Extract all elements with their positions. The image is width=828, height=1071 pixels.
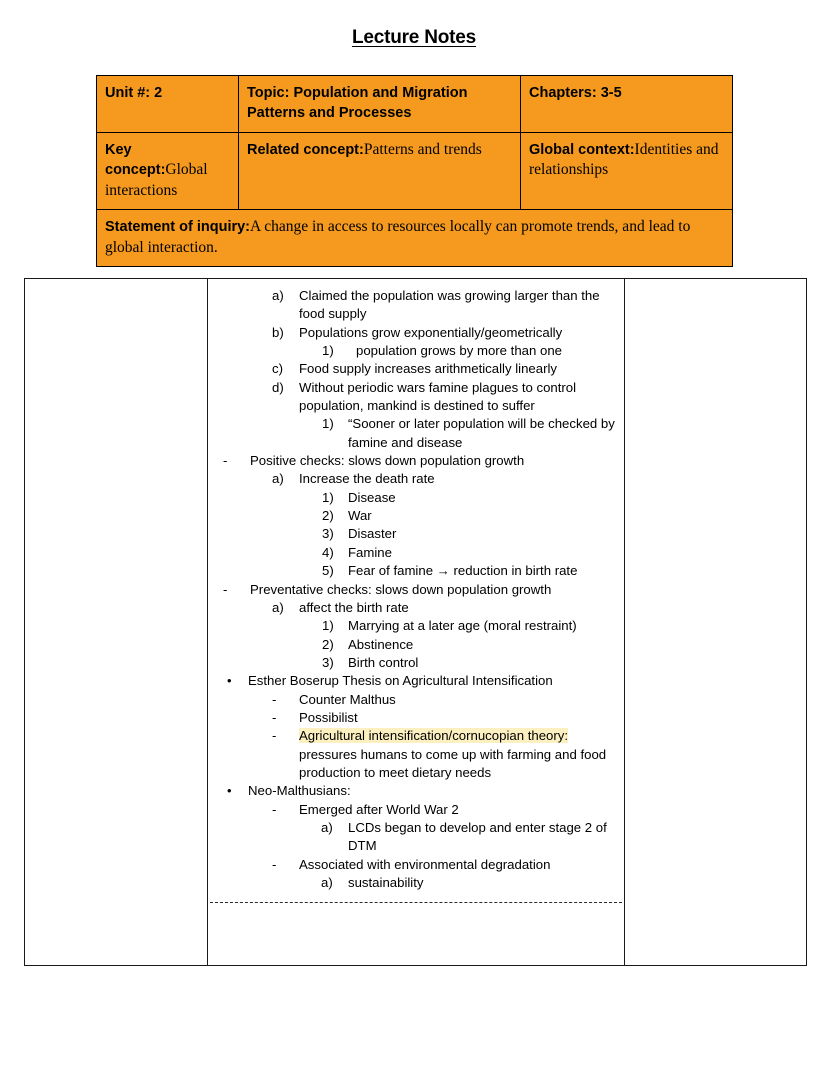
outline-item-text: Increase the death rate (299, 471, 435, 487)
outline-item-text: Populations grow exponentially/geometrically (299, 324, 563, 340)
topic-label: Topic: Population and Migration Patterns and Processes (247, 85, 468, 122)
outline-item-marker: 2) (322, 636, 334, 652)
outline-item-text: Fear of famine → reduction in birth rate (348, 563, 578, 579)
outline-item-marker: - (272, 709, 277, 725)
outline-item-text: Positive checks: slows down population growth (250, 453, 525, 469)
outline-item-marker: d) (272, 379, 284, 395)
outline-item-text: Abstinence (348, 636, 414, 652)
outline-item-text: War (348, 508, 372, 524)
outline-list (208, 279, 624, 896)
cell-chapters (521, 76, 733, 133)
outline-item (210, 617, 622, 635)
outline-item-text: Emerged after World War 2 (299, 801, 459, 817)
cell-topic (239, 76, 521, 133)
outline-item-text: Food supply increases arithmetically linearly (299, 361, 557, 377)
notes-left-column (25, 279, 208, 966)
statement-of-inquiry-label: Statement of inquiry: (105, 219, 251, 236)
outline-item (210, 819, 622, 856)
outline-item (210, 507, 622, 525)
related-concept-value: Patterns and trends (363, 140, 482, 158)
notes-main-column (208, 279, 625, 966)
outline-item (210, 452, 622, 470)
outline-item-marker: - (272, 728, 277, 744)
outline-item-marker: 2) (322, 508, 334, 524)
outline-item (210, 874, 622, 892)
outline-item (210, 324, 622, 342)
outline-item (210, 727, 622, 782)
cell-unit-number (97, 76, 239, 133)
key-concept-value: Global interactions (105, 161, 208, 199)
notes-table-row (25, 279, 807, 966)
outline-item-text: Famine (348, 544, 392, 560)
outline-item (210, 599, 622, 617)
unit-number-label: Unit #: 2 (105, 85, 163, 101)
outline-item-marker: - (272, 801, 277, 817)
outline-item-text: Associated with environmental degradation (299, 856, 551, 872)
outline-item-marker: a) (272, 599, 284, 615)
outline-item-text: sustainability (348, 875, 424, 890)
outline-item-text: Counter Malthus (299, 691, 396, 707)
outline-item-text: affect the birth rate (299, 599, 409, 615)
outline-item (210, 379, 622, 416)
section-separator-rule (210, 902, 622, 903)
outline-item-marker: 5) (322, 563, 334, 579)
table-row-statement (97, 210, 733, 267)
table-row-concepts (97, 132, 733, 209)
outline-item (210, 415, 622, 452)
outline-item-marker: c) (272, 361, 283, 377)
outline-item-marker: 3) (322, 526, 334, 542)
outline-item-text: Disaster (348, 526, 397, 542)
outline-item-marker: • (227, 783, 232, 799)
notes-right-content (625, 279, 806, 291)
outline-item-marker: 1) (322, 489, 334, 505)
outline-item (210, 360, 622, 378)
outline-item (210, 856, 622, 874)
outline-item (210, 562, 622, 580)
global-context-label: Global context: (529, 141, 635, 158)
outline-item-marker: 1) (322, 343, 334, 359)
outline-item-marker: 3) (322, 654, 334, 670)
outline-item-marker: 1) (322, 416, 334, 432)
outline-item-marker: • (227, 673, 232, 689)
cell-statement-of-inquiry (97, 210, 733, 267)
outline-item-text: Esther Boserup Thesis on Agricultural Intensification (248, 673, 553, 689)
outline-item (210, 581, 622, 599)
outline-item (210, 287, 622, 324)
outline-item-marker: 1) (322, 618, 334, 634)
outline-item-text: Possibilist (299, 709, 358, 725)
notes-right-column (625, 279, 807, 966)
outline-item-text: Birth control (348, 654, 419, 670)
outline-item-marker: - (223, 453, 228, 469)
outline-item-marker: 4) (322, 544, 334, 560)
outline-item (210, 709, 622, 727)
outline-item (210, 525, 622, 543)
statement-of-inquiry-value: A change in access to resources locally can promote trends, and lead to global interaction. (105, 218, 691, 256)
outline-item-text: Neo-Malthusians: (248, 783, 351, 799)
notes-table (24, 278, 807, 966)
outline-item-text-rest: pressures humans to come up with farming and food production to meet dietary needs (299, 746, 607, 780)
outline-item-marker: a) (321, 819, 333, 835)
cell-key-concept (97, 132, 239, 209)
outline-item-marker: b) (272, 324, 284, 340)
outline-item (210, 654, 622, 672)
chapters-label: Chapters: 3-5 (529, 85, 622, 101)
key-concept-label: Key concept: (105, 141, 166, 179)
global-context-value: Identities and relationships (529, 140, 719, 179)
outline-item-text: population grows by more than one (356, 343, 563, 359)
outline-item (210, 782, 622, 800)
outline-item-text: Marrying at a later age (moral restraint) (348, 618, 577, 634)
page-title: Lecture Notes (351, 27, 477, 48)
cell-related-concept (239, 132, 521, 209)
unit-info-table (96, 75, 733, 267)
outline-item-text: Preventative checks: slows down population growth (250, 581, 552, 597)
outline-item (210, 691, 622, 709)
outline-item-marker: a) (321, 875, 333, 890)
outline-item (210, 342, 622, 360)
notes-left-content (25, 279, 207, 291)
outline-item-text: “Sooner or later population will be checked by famine and disease (348, 416, 615, 450)
cell-global-context (521, 132, 733, 209)
outline-item-text (299, 727, 622, 782)
outline-item-text: Without periodic wars famine plagues to control population, mankind is destined to suffer (299, 379, 577, 414)
outline-item-text: LCDs began to develop and enter stage 2 of DTM (348, 819, 607, 854)
outline-item (210, 544, 622, 562)
outline-item-marker: a) (272, 471, 284, 487)
outline-item (210, 801, 622, 819)
outline-item-marker: - (272, 691, 277, 707)
outline-item (210, 470, 622, 488)
outline-item-marker: - (223, 581, 228, 597)
related-concept-label: Related concept: (247, 141, 364, 158)
table-row-unit (97, 76, 733, 133)
outline-item-text: Claimed the population was growing larger than the food supply (299, 288, 600, 322)
outline-item-marker: a) (272, 288, 284, 303)
outline-item-marker: - (272, 856, 277, 872)
outline-item (210, 672, 622, 690)
outline-item (210, 489, 622, 507)
outline-item-text: Disease (348, 489, 396, 505)
outline-item (210, 636, 622, 654)
highlighted-text: Agricultural intensification/cornucopian theory: (299, 728, 569, 744)
